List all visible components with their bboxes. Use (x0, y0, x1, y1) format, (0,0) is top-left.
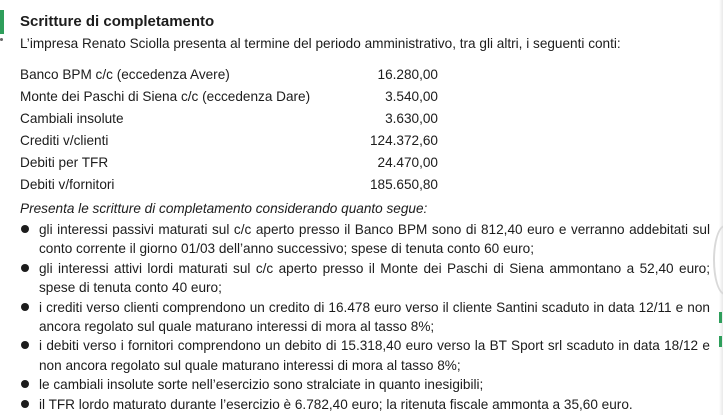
account-name: Crediti v/clienti (20, 133, 109, 148)
account-value: 3.630,00 (385, 111, 438, 126)
bullet-icon (21, 264, 29, 272)
account-name: Debiti v/fornitori (20, 177, 115, 192)
bullet-icon (21, 380, 29, 388)
account-value: 124.372,60 (369, 133, 438, 148)
section-intro: L’impresa Renato Sciolla presenta al termine del periodo amministrativo, tra gli altri, i seguenti conti: (20, 36, 621, 51)
margin-mark (719, 336, 722, 347)
list-item-text: gli interessi passivi maturati sul c/c aperto presso il Banco BPM sono di 812,40 euro e verranno addebitati sul conto corrente il giorno 01/03 dell’anno successivo; spese di tenuta conto 60 euro; (39, 222, 710, 257)
section-title: Scritture di completamento (20, 13, 215, 30)
page-edge-shadow (719, 0, 723, 415)
list-item (20, 375, 710, 394)
margin-mark (719, 312, 722, 323)
account-name: Cambiali insolute (20, 111, 124, 126)
bullet-icon (21, 303, 29, 311)
account-name: Debiti per TFR (20, 155, 109, 170)
conditions-list (20, 220, 710, 414)
exercise-section (20, 12, 710, 414)
list-item-text: i debiti verso i fornitori comprendono un debito di 15.318,40 euro verso la BT Sport srl scaduto in data 18/12 e non ancora regolato sul quale maturano interessi di mora al tasso 8%; (39, 338, 710, 373)
account-row (20, 109, 710, 131)
bullet-icon (21, 341, 29, 349)
bullet-icon (21, 400, 29, 408)
list-item-text: il TFR lordo maturato durante l’esercizio è 6.782,40 euro; la ritenuta fiscale ammonta a 35,60 euro. (39, 396, 633, 412)
section-accent-bar (0, 10, 4, 34)
account-row (20, 65, 710, 87)
margin-dot (0, 38, 3, 41)
account-row (20, 87, 710, 109)
account-value: 16.280,00 (377, 67, 438, 82)
account-name: Monte dei Paschi di Siena c/c (eccedenza Dare) (20, 89, 311, 104)
accounts-table (20, 65, 710, 197)
list-item-text: le cambiali insolute sorte nell’esercizio sono stralciate in quanto inesigibili; (39, 377, 484, 393)
list-item (20, 336, 710, 375)
instruction-text: Presenta le scritture di completamento considerando quanto segue: (20, 201, 428, 216)
account-value: 24.470,00 (377, 155, 438, 170)
list-item (20, 220, 710, 259)
account-row (20, 153, 710, 175)
list-item-text: i crediti verso clienti comprendono un credito di 16.478 euro verso il cliente Santini scaduto in data 12/11 e non ancora regolato sul quale maturano interessi di mora al tasso 8%; (39, 299, 710, 335)
account-name: Banco BPM c/c (eccedenza Avere) (20, 67, 230, 82)
account-value: 3.540,00 (385, 89, 438, 104)
bullet-icon (21, 225, 29, 233)
list-item-text: gli interessi attivi lordi maturati sul c/c aperto presso il Monte dei Paschi di Siena ammontano a 52,40 euro; spese di tenuta conto 40 euro; (39, 260, 710, 296)
page-curl-mark (713, 225, 723, 295)
account-row (20, 175, 710, 197)
list-item (20, 259, 710, 298)
list-item (20, 298, 710, 337)
list-item (20, 395, 710, 414)
account-value: 185.650,80 (369, 177, 438, 192)
account-row (20, 131, 710, 153)
